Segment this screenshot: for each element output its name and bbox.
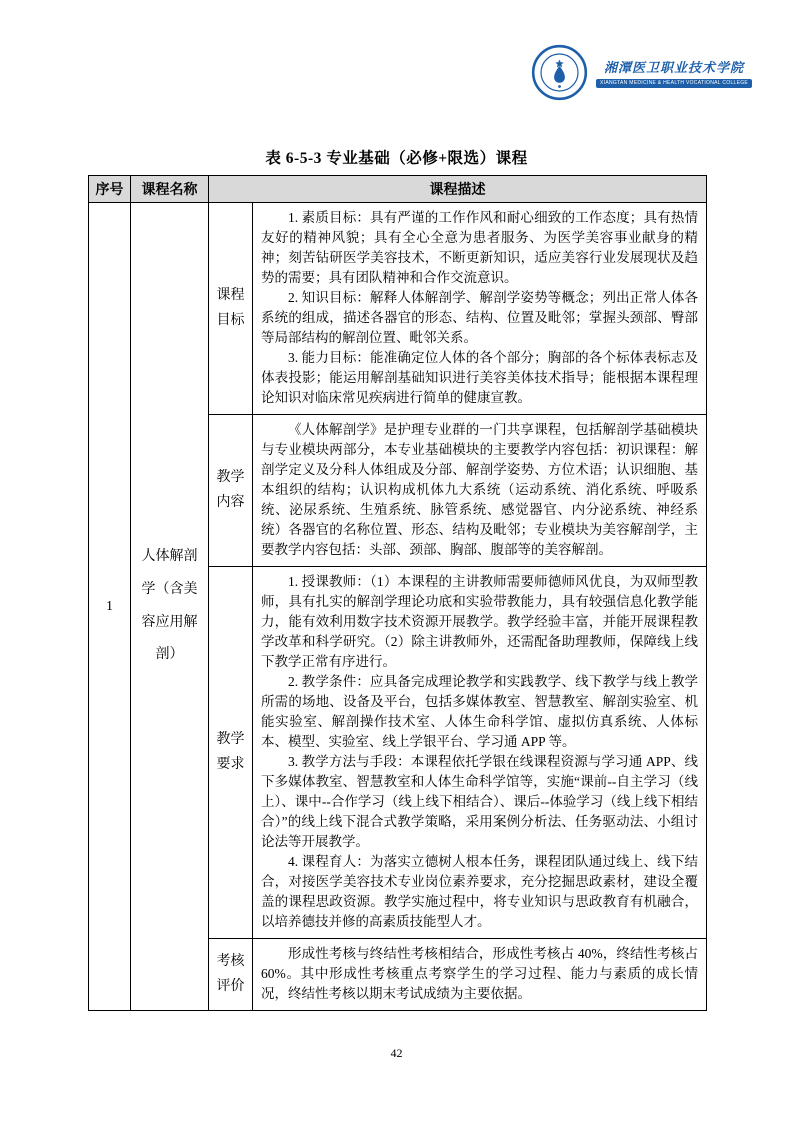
paragraph: 3. 能力目标：能准确定位人体的各个部分；胸部的各个标体表标志及体表投影；能运用解剖基础知识进行美容美体技术指导；能根据本课程理论知识对临床常见疾病进行简单的健康宣教。 (261, 350, 698, 405)
college-logo (531, 44, 752, 101)
college-emblem-icon (531, 44, 588, 101)
paragraph: 1. 素质目标：具有严谨的工作作风和耐心细致的工作态度；具有热情友好的精神风貌；具有全心全意为患者服务、为医学美容事业献身的精神；刻苦钻研医学美容技术，不断更新知识，适应美容行业发展现状及趋势的需要；具有团队精神和合作交流意识。 (261, 210, 698, 285)
college-name-chinese: 湘潭医卫职业技术学院 (604, 60, 745, 75)
header-course-name: 课程名称 (131, 176, 209, 203)
section-content-objectives (253, 203, 707, 415)
paragraph: 3. 教学方法与手段：本课程依托学银在线课程资源与学习通 APP、线下多媒体教室、智慧教室和人体生命科学馆等，实施“课前--自主学习（线上）、课中--合作学习（线上线下相结合）、课后--体验学习（线上线下相结合）”的线上线下混合式教学策略，采用案例分析法、任务驱动法、小组讨论法等开展教学。 (261, 754, 698, 849)
table-header-row (89, 176, 707, 203)
course-index: 1 (89, 203, 131, 1011)
college-logo-text (596, 57, 752, 88)
paragraph: 4. 课程育人：为落实立德树人根本任务，课程团队通过线上、线下结合，对接医学美容技术专业岗位素养要求，充分挖掘思政素材，建设全覆盖的课程思政资源。教学实施过程中，将专业知识与思政教育有机融合，以培养德技并修的高素质技能型人才。 (261, 854, 698, 929)
section-content-assessment (253, 939, 707, 1011)
paragraph: 形成性考核与终结性考核相结合，形成性考核占 40%，终结性考核占 60%。其中形成性考核重点考察学生的学习过程、能力与素质的成长情况，终结性考核以期末考试成绩为主要依据。 (261, 946, 698, 1001)
section-content-teaching-content (253, 415, 707, 567)
course-name: 人体解剖学（含美容应用解剖） (131, 203, 209, 1011)
course-table (88, 175, 707, 1011)
table-row (89, 203, 707, 415)
section-label-teaching-requirements: 教学要求 (209, 567, 253, 939)
header-index: 序号 (89, 176, 131, 203)
header-description: 课程描述 (209, 176, 707, 203)
table-title: 表 6-5-3 专业基础（必修+限选）课程 (265, 150, 528, 167)
paragraph: 2. 知识目标：解释人体解剖学、解剖学姿势等概念；列出正常人体各系统的组成，描述各器官的形态、结构、位置及毗邻；掌握头颈部、臀部等局部结构的解剖位置、毗邻关系。 (261, 290, 698, 345)
page-number: 42 (390, 1046, 403, 1060)
paragraph: 1. 授课教师：（1）本课程的主讲教师需要师德师风优良，为双师型教师，具有扎实的解剖学理论功底和实验带教能力，具有较强信息化教学能力，能有效利用数字技术资源开展教学。教学经验丰富，并能开展课程教学改革和科学研究。（2）除主讲教师外，还需配备助理教师，保障线上线下教学正常有序进行。 (261, 574, 698, 669)
section-content-teaching-requirements (253, 567, 707, 939)
section-label-assessment: 考核评价 (209, 939, 253, 1011)
section-label-objectives: 课程目标 (209, 203, 253, 415)
paragraph: 《人体解剖学》是护理专业群的一门共享课程，包括解剖学基础模块与专业模块两部分，本专业基础模块的主要教学内容包括：初识课程：解剖学定义及分科人体组成及分部、解剖学姿势、方位术语；认识细胞、基本组织的结构；认识构成机体九大系统（运动系统、消化系统、呼吸系统、泌尿系统、生殖系统、脉管系统、感觉器官、内分泌系统、神经系统）各器官的名称位置、形态、结构及毗邻；专业模块为美容解剖学，主要教学内容包括：头部、颈部、胸部、腹部等的美容解剖。 (261, 422, 698, 557)
paragraph: 2. 教学条件：应具备完成理论教学和实践教学、线下教学与线上教学所需的场地、设备及平台，包括多媒体教室、智慧教室、解剖实验室、机能实验室、解剖操作技术室、人体生命科学馆、虚拟仿真系统、人体标本、模型、实验室、线上学银平台、学习通 APP 等。 (261, 674, 698, 749)
section-label-teaching-content: 教学内容 (209, 415, 253, 567)
college-name-english: XIANGTAN MEDICINE & HEALTH VOCATIONAL COLLEGE (596, 79, 752, 88)
